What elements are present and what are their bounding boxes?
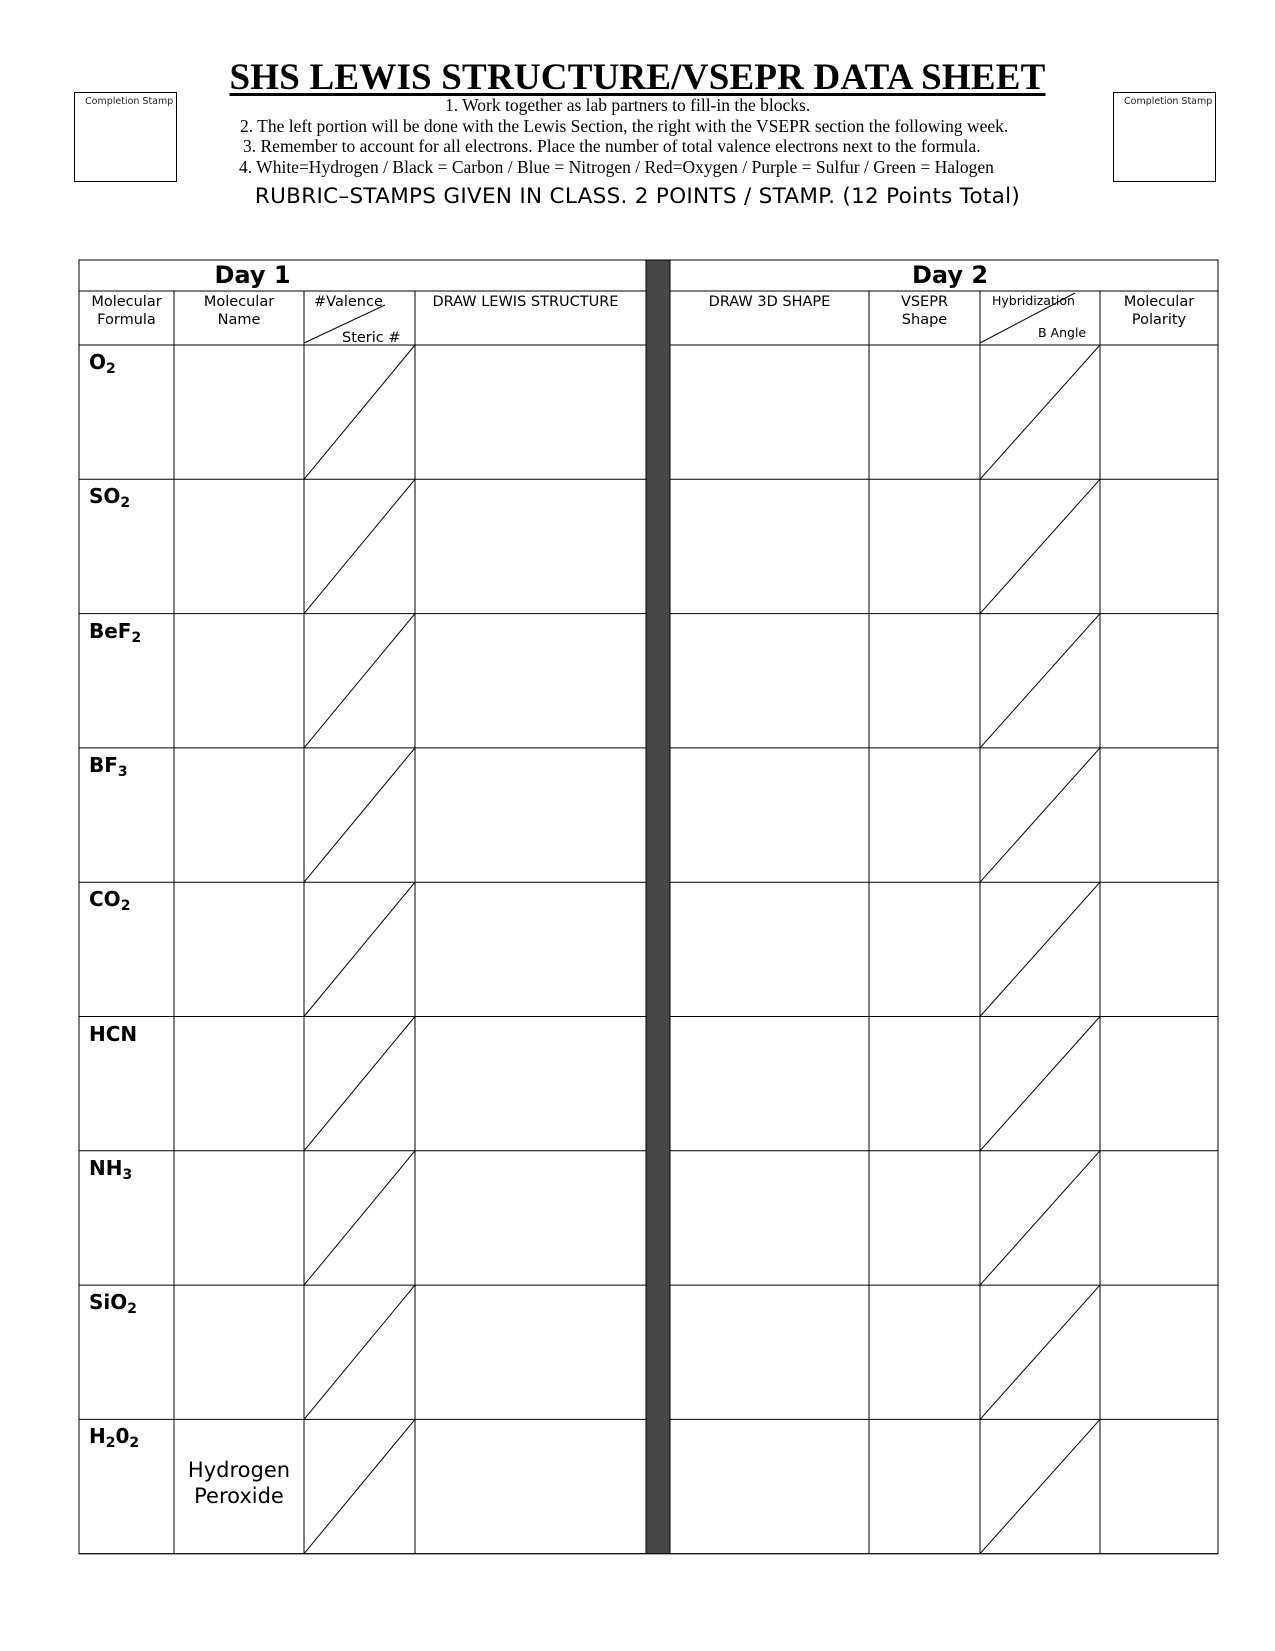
header-molecular-formula: Molecular	[91, 294, 162, 310]
hybridization-angle-cell-diagonal	[980, 1419, 1100, 1553]
formula-subscript: 2	[127, 1301, 138, 1318]
molecular-polarity-input-cell[interactable]	[1101, 1152, 1217, 1284]
header-valence: #Valence	[314, 294, 383, 310]
completion-stamp-label: Completion Stamp	[85, 96, 174, 107]
header-bond-angle: B Angle	[1038, 325, 1087, 340]
valence-steric-cell-diagonal	[304, 1419, 415, 1553]
hybridization-angle-cell-diagonal	[980, 1017, 1100, 1151]
molecular-formula-cell	[89, 1290, 138, 1318]
header-molecular-name: Name	[217, 312, 261, 328]
hybridization-angle-cell-diagonal	[980, 614, 1100, 748]
instruction-4: 4. White=Hydrogen / Black = Carbon / Blue = Nitrogen / Red=Oxygen / Purple = Sulfur / Green = Halogen	[239, 157, 994, 177]
lewis-structure-drawing-cell[interactable]	[416, 1286, 645, 1418]
valence-steric-cell-diagonal	[304, 882, 415, 1016]
shape-3d-drawing-cell[interactable]	[671, 615, 868, 747]
molecular-polarity-input-cell[interactable]	[1101, 1018, 1217, 1150]
molecular-name-input-cell[interactable]	[175, 749, 303, 881]
page-title: SHS LEWIS STRUCTURE/VSEPR DATA SHEET	[229, 57, 1046, 98]
rubric-text: RUBRIC–STAMPS GIVEN IN CLASS. 2 POINTS / STAMP. (12 Points Total)	[254, 184, 1021, 209]
valence-steric-cell-diagonal	[304, 345, 415, 479]
lewis-structure-drawing-cell[interactable]	[416, 615, 645, 747]
molecular-polarity-input-cell[interactable]	[1101, 480, 1217, 612]
valence-steric-cell-diagonal	[304, 479, 415, 613]
molecular-polarity-input-cell[interactable]	[1101, 749, 1217, 881]
molecular-formula-cell	[89, 752, 128, 780]
header-vsepr-shape: Shape	[901, 312, 948, 328]
molecular-polarity-input-cell[interactable]	[1101, 615, 1217, 747]
lewis-structure-drawing-cell[interactable]	[416, 749, 645, 881]
valence-steric-cell-diagonal	[304, 614, 415, 748]
instruction-2: 2. The left portion will be done with the Lewis Section, the right with the VSEPR section the following week.	[240, 116, 1009, 136]
formula-text: BF	[89, 752, 118, 777]
day1-label: Day 1	[214, 261, 291, 289]
formula-text: SiO	[89, 1290, 128, 1315]
header-molecular-polarity: Molecular	[1123, 294, 1195, 310]
hybridization-angle-cell-diagonal	[980, 345, 1100, 479]
shape-3d-drawing-cell[interactable]	[671, 883, 868, 1015]
molecular-polarity-input-cell[interactable]	[1101, 883, 1217, 1015]
formula-text: HCN	[89, 1021, 138, 1046]
vsepr-shape-input-cell[interactable]	[870, 1018, 979, 1150]
valence-steric-cell-diagonal	[304, 1285, 415, 1419]
formula-text: CO	[89, 887, 121, 912]
shape-3d-drawing-cell[interactable]	[671, 1420, 868, 1552]
molecular-name-input-cell[interactable]	[175, 1152, 303, 1284]
valence-steric-cell-diagonal	[304, 1151, 415, 1285]
molecular-name-input-cell[interactable]	[175, 1286, 303, 1418]
molecular-name-text: Hydrogen	[187, 1458, 291, 1483]
formula-text: O	[89, 350, 107, 374]
formula-subscript: 3	[122, 1166, 133, 1183]
molecular-name-text: Peroxide	[194, 1484, 284, 1509]
formula-text: NH	[89, 1155, 123, 1180]
header-draw-3d-shape: DRAW 3D SHAPE	[708, 294, 831, 310]
shape-3d-drawing-cell[interactable]	[671, 480, 868, 612]
lewis-structure-drawing-cell[interactable]	[416, 1420, 645, 1552]
valence-steric-cell-diagonal	[304, 748, 415, 882]
instruction-3: 3. Remember to account for all electrons. Place the number of total valence electrons next to the formula.	[243, 136, 981, 156]
hybridization-angle-cell-diagonal	[980, 1151, 1100, 1285]
molecular-formula-cell	[89, 350, 116, 377]
vsepr-shape-input-cell[interactable]	[870, 1420, 979, 1552]
molecular-formula-cell	[89, 618, 142, 646]
header-molecular-name: Molecular	[203, 294, 275, 310]
formula-text: BeF	[89, 618, 132, 643]
shape-3d-drawing-cell[interactable]	[671, 1152, 868, 1284]
header-molecular-formula: Formula	[97, 312, 156, 328]
lewis-structure-drawing-cell[interactable]	[416, 1152, 645, 1284]
vsepr-shape-input-cell[interactable]	[870, 1152, 979, 1284]
vsepr-shape-input-cell[interactable]	[870, 346, 979, 478]
shape-3d-drawing-cell[interactable]	[671, 346, 868, 478]
hybridization-angle-cell-diagonal	[980, 748, 1100, 882]
molecular-formula-cell	[89, 1424, 140, 1452]
vsepr-shape-input-cell[interactable]	[870, 749, 979, 881]
formula-subscript: 3	[117, 763, 128, 780]
hybridization-angle-cell-diagonal	[980, 1285, 1100, 1419]
valence-steric-cell-diagonal	[304, 1017, 415, 1151]
formula-text: H	[89, 1424, 106, 1449]
completion-stamp-label: Completion Stamp	[1124, 96, 1213, 107]
molecular-name-input-cell[interactable]	[175, 480, 303, 612]
hybridization-angle-cell-diagonal	[980, 882, 1100, 1016]
molecular-formula-cell	[89, 1022, 137, 1046]
day2-label: Day 2	[911, 261, 989, 289]
formula-subscript: 2	[131, 629, 142, 646]
header-hybridization: Hybridization	[992, 293, 1075, 308]
molecular-formula-cell	[89, 484, 131, 512]
lewis-structure-drawing-cell[interactable]	[416, 480, 645, 612]
header-steric: Steric #	[342, 330, 401, 346]
hybridization-angle-cell-diagonal	[980, 479, 1100, 613]
vsepr-shape-input-cell[interactable]	[870, 1286, 979, 1418]
formula-subscript: 2	[120, 495, 131, 512]
molecular-name-input-cell[interactable]	[175, 1018, 303, 1150]
header-vsepr-shape: VSEPR	[900, 294, 949, 310]
molecular-formula-cell	[89, 887, 131, 915]
vsepr-shape-input-cell[interactable]	[870, 615, 979, 747]
formula-subscript: 2	[129, 1435, 140, 1452]
shape-3d-drawing-cell[interactable]	[671, 1018, 868, 1150]
formula-text: SO	[89, 484, 121, 509]
day-divider-bar	[646, 260, 670, 1554]
header-molecular-polarity: Polarity	[1131, 312, 1187, 328]
molecular-polarity-input-cell[interactable]	[1101, 1420, 1217, 1552]
formula-subscript: 2	[105, 1435, 116, 1452]
molecular-polarity-input-cell[interactable]	[1101, 1286, 1217, 1418]
shape-3d-drawing-cell[interactable]	[671, 1286, 868, 1418]
molecular-formula-cell	[89, 1155, 133, 1183]
lewis-structure-drawing-cell[interactable]	[416, 346, 645, 478]
header-draw-lewis: DRAW LEWIS STRUCTURE	[432, 294, 619, 310]
molecular-name-input-cell[interactable]	[175, 883, 303, 1015]
formula-text: 0	[115, 1424, 130, 1449]
molecular-polarity-input-cell[interactable]	[1101, 346, 1217, 478]
instruction-1: 1. Work together as lab partners to fill-in the blocks.	[445, 95, 811, 115]
formula-subscript: 2	[120, 898, 131, 915]
formula-subscript: 2	[106, 361, 116, 377]
molecular-name-input-cell[interactable]	[175, 346, 303, 478]
molecular-name-input-cell[interactable]	[175, 615, 303, 747]
vsepr-shape-input-cell[interactable]	[870, 480, 979, 612]
lewis-structure-drawing-cell[interactable]	[416, 1018, 645, 1150]
lewis-structure-drawing-cell[interactable]	[416, 883, 645, 1015]
vsepr-shape-input-cell[interactable]	[870, 883, 979, 1015]
shape-3d-drawing-cell[interactable]	[671, 749, 868, 881]
